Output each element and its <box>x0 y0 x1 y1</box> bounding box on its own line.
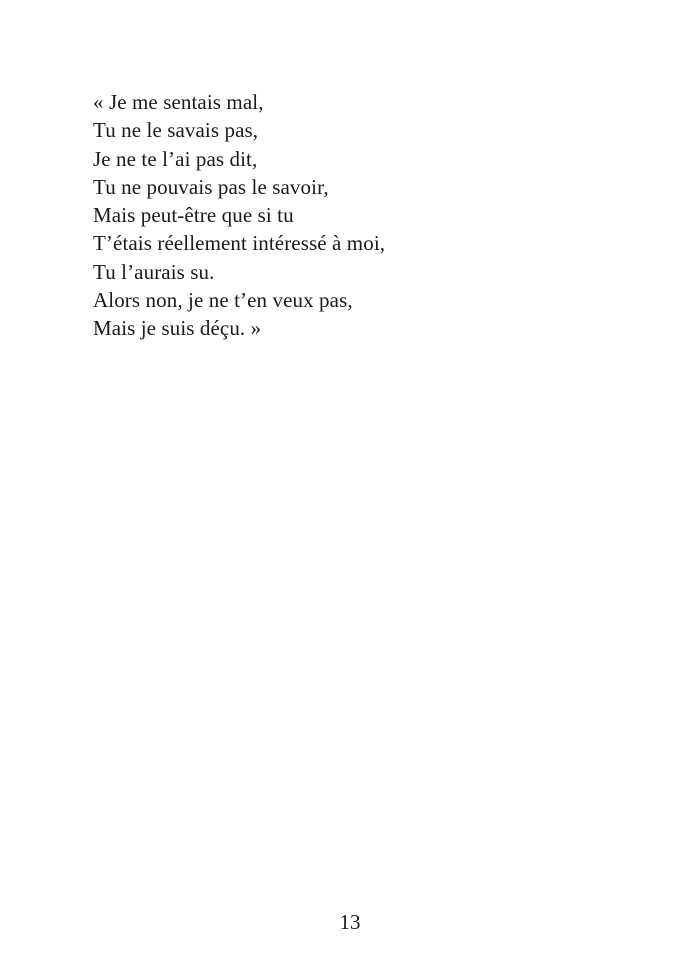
poem-line: Alors non, je ne t’en veux pas, <box>93 288 353 313</box>
poem-line: Mais je suis déçu. » <box>93 316 262 341</box>
poem-line: Mais peut-être que si tu <box>93 203 294 228</box>
poem-line: Tu ne pouvais pas le savoir, <box>93 174 329 199</box>
poem-line: « Je me sentais mal, <box>93 90 264 114</box>
poem-line: Tu l’aurais su. <box>93 259 215 284</box>
poem-line: Je ne te l’ai pas dit, <box>93 146 258 171</box>
poem-line: T’étais réellement intéressé à moi, <box>93 231 386 256</box>
page-number: 13 <box>339 910 361 934</box>
poem-stanza <box>93 88 385 343</box>
poem-line: Tu ne le savais pas, <box>93 118 259 143</box>
